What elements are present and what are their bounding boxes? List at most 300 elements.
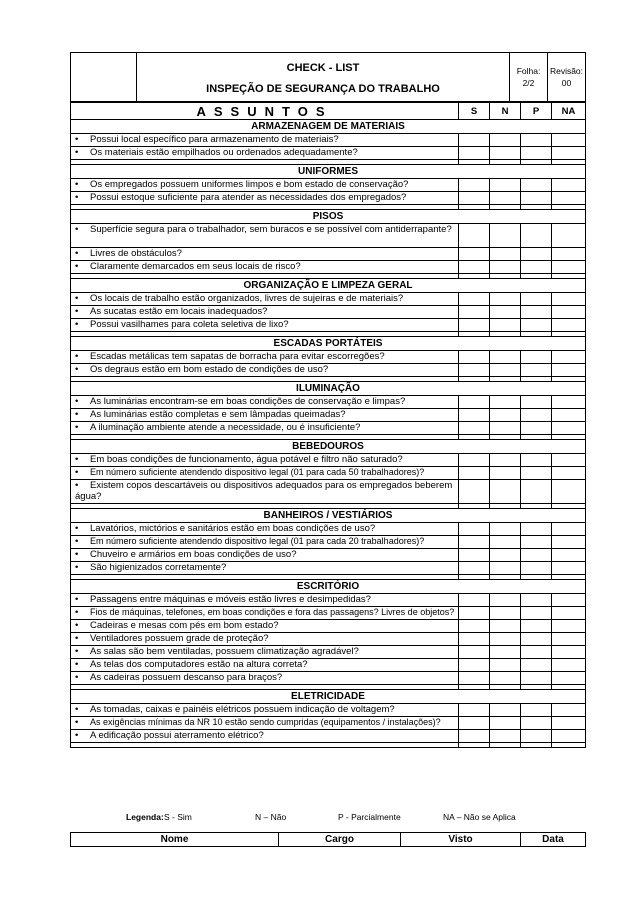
answer-cell-na[interactable]	[552, 549, 586, 562]
answer-cell-na[interactable]	[552, 409, 586, 422]
answer-cell-na[interactable]	[552, 607, 586, 620]
legend-n: N – Não	[255, 812, 287, 822]
item-text: As luminárias estão completas e sem lâmpadas queimadas?	[90, 409, 346, 420]
item-text: Escadas metálicas tem sapatas de borracha para evitar escorregões?	[90, 351, 385, 362]
checklist-item-row	[71, 261, 586, 274]
answer-cell-na[interactable]	[552, 306, 586, 319]
answer-cell-na[interactable]	[552, 179, 586, 192]
section-header	[71, 440, 586, 454]
legend-label: Legenda:	[126, 812, 164, 822]
answer-cell-na[interactable]	[552, 224, 586, 248]
item-text: Possui local específico para armazenamento de materiais?	[90, 134, 339, 145]
answer-cell-s[interactable]	[459, 147, 490, 160]
answer-cell-p[interactable]	[521, 454, 552, 467]
answer-cell-p[interactable]	[521, 704, 552, 717]
answer-cell-p[interactable]	[521, 730, 552, 743]
checklist-item-row	[71, 562, 586, 575]
answer-cell-na[interactable]	[552, 261, 586, 274]
answer-cell-n[interactable]	[490, 467, 521, 480]
item-question	[71, 607, 459, 620]
answer-cell-p[interactable]	[521, 351, 552, 364]
answer-cell-p[interactable]	[521, 717, 552, 730]
section-title: ELETRICIDADE	[71, 690, 586, 704]
item-text: As sucatas estão em locais inadequados?	[90, 306, 268, 317]
col-s-header: S	[459, 103, 490, 120]
bullet-icon: •	[75, 454, 79, 465]
answer-cell-n[interactable]	[490, 633, 521, 646]
bullet-icon: •	[75, 409, 79, 420]
answer-cell-p[interactable]	[521, 248, 552, 261]
checklist-item-row	[71, 467, 586, 480]
item-text: As telas dos computadores estão na altura correta?	[90, 659, 308, 670]
checklist-item-row	[71, 536, 586, 549]
answer-cell-n[interactable]	[490, 293, 521, 306]
legend-p: P - Parcialmente	[338, 812, 401, 822]
answer-cell-s[interactable]	[459, 467, 490, 480]
answer-cell-na[interactable]	[552, 594, 586, 607]
answer-cell-n[interactable]	[490, 396, 521, 409]
answer-cell-s[interactable]	[459, 134, 490, 147]
item-question	[71, 620, 459, 633]
answer-cell-n[interactable]	[490, 319, 521, 332]
answer-cell-p[interactable]	[521, 261, 552, 274]
spacer-answer-cell	[459, 743, 490, 748]
item-text: Possui estoque suficiente para atender as necessidades dos empregados?	[90, 192, 407, 203]
answer-cell-p[interactable]	[521, 594, 552, 607]
answer-cell-s[interactable]	[459, 523, 490, 536]
checklist-item-row	[71, 248, 586, 261]
answer-cell-na[interactable]	[552, 454, 586, 467]
bullet-icon: •	[75, 717, 79, 728]
section-spacer-row	[71, 743, 586, 748]
section-header	[71, 337, 586, 351]
spacer-cell	[71, 743, 459, 748]
answer-cell-na[interactable]	[552, 192, 586, 205]
item-question	[71, 319, 459, 332]
bullet-icon: •	[75, 730, 79, 741]
answer-cell-p[interactable]	[521, 192, 552, 205]
item-question	[71, 659, 459, 672]
answer-cell-n[interactable]	[490, 147, 521, 160]
item-question	[71, 306, 459, 319]
checklist-item-row	[71, 594, 586, 607]
col-na-header: NA	[552, 103, 586, 120]
item-text: Ventiladores possuem grade de proteção?	[90, 633, 269, 644]
answer-cell-n[interactable]	[490, 646, 521, 659]
answer-cell-s[interactable]	[459, 730, 490, 743]
item-question	[71, 594, 459, 607]
checklist-item-row	[71, 523, 586, 536]
item-text: Claramente demarcados em seus locais de risco?	[90, 261, 301, 272]
answer-cell-n[interactable]	[490, 480, 521, 504]
header-table	[70, 52, 586, 102]
answer-cell-na[interactable]	[552, 422, 586, 435]
item-question	[71, 134, 459, 147]
answer-cell-na[interactable]	[552, 704, 586, 717]
item-question	[71, 147, 459, 160]
checklist-item-row	[71, 134, 586, 147]
bullet-icon: •	[75, 633, 79, 644]
item-text: As cadeiras possuem descanso para braços?	[90, 672, 283, 683]
checklist-item-row	[71, 147, 586, 160]
folha-value: 2/2	[522, 78, 535, 88]
checklist-item-row	[71, 620, 586, 633]
answer-cell-s[interactable]	[459, 646, 490, 659]
folha-label: Folha:	[516, 66, 541, 76]
checklist-table	[70, 102, 586, 748]
answer-cell-na[interactable]	[552, 467, 586, 480]
answer-cell-n[interactable]	[490, 659, 521, 672]
bullet-icon: •	[75, 351, 79, 362]
item-question	[71, 248, 459, 261]
answer-cell-na[interactable]	[552, 620, 586, 633]
answer-cell-n[interactable]	[490, 704, 521, 717]
legend-s: S - Sim	[164, 812, 192, 822]
checklist-item-row	[71, 717, 586, 730]
checklist-item-row	[71, 454, 586, 467]
item-text: Os locais de trabalho estão organizados, livres de sujeiras e de materiais?	[90, 293, 404, 304]
item-text: Livres de obstáculos?	[90, 248, 182, 259]
revisao-cell	[548, 53, 586, 102]
answer-cell-p[interactable]	[521, 607, 552, 620]
bullet-icon: •	[75, 536, 79, 547]
answer-cell-s[interactable]	[459, 607, 490, 620]
answer-cell-s[interactable]	[459, 704, 490, 717]
checklist-item-row	[71, 224, 586, 248]
item-question	[71, 730, 459, 743]
answer-cell-n[interactable]	[490, 454, 521, 467]
checklist-item-row	[71, 549, 586, 562]
checklist-item-row	[71, 659, 586, 672]
answer-cell-s[interactable]	[459, 396, 490, 409]
item-text: Passagens entre máquinas e móveis estão livres e desimpedidas?	[90, 594, 371, 605]
assuntos-header: ASSUNTOS	[71, 103, 459, 120]
spacer-answer-cell	[490, 743, 521, 748]
item-text: Lavatórios, mictórios e sanitários estão em boas condições de uso?	[90, 523, 376, 534]
answer-cell-n[interactable]	[490, 351, 521, 364]
bullet-icon: •	[75, 306, 79, 317]
bullet-icon: •	[75, 480, 79, 491]
bullet-icon: •	[75, 620, 79, 631]
answer-cell-n[interactable]	[490, 607, 521, 620]
answer-cell-p[interactable]	[521, 467, 552, 480]
answer-cell-n[interactable]	[490, 562, 521, 575]
answer-cell-s[interactable]	[459, 351, 490, 364]
answer-cell-n[interactable]	[490, 523, 521, 536]
answer-cell-n[interactable]	[490, 536, 521, 549]
answer-cell-s[interactable]	[459, 306, 490, 319]
section-header	[71, 210, 586, 224]
answer-cell-p[interactable]	[521, 480, 552, 504]
checklist-item-row	[71, 351, 586, 364]
answer-cell-s[interactable]	[459, 549, 490, 562]
title-line2: INSPEÇÃO DE SEGURANÇA DO TRABALHO	[206, 83, 440, 95]
item-question	[71, 179, 459, 192]
item-question	[71, 192, 459, 205]
section-title: BEBEDOUROS	[71, 440, 586, 454]
section-title: ORGANIZAÇÃO E LIMPEZA GERAL	[71, 279, 586, 293]
checklist-item-row	[71, 192, 586, 205]
section-header	[71, 690, 586, 704]
bullet-icon: •	[75, 179, 79, 190]
answer-cell-s[interactable]	[459, 672, 490, 685]
section-header	[71, 509, 586, 523]
sign-data: Data	[521, 833, 586, 847]
checklist-item-row	[71, 422, 586, 435]
folha-cell	[510, 53, 548, 102]
section-title: ILUMINAÇÃO	[71, 382, 586, 396]
answer-cell-na[interactable]	[552, 562, 586, 575]
item-text: Cadeiras e mesas com pés em bom estado?	[90, 620, 279, 631]
answer-cell-na[interactable]	[552, 396, 586, 409]
answer-cell-p[interactable]	[521, 620, 552, 633]
bullet-icon: •	[75, 261, 79, 272]
item-question	[71, 351, 459, 364]
checklist-item-row	[71, 672, 586, 685]
answer-cell-p[interactable]	[521, 319, 552, 332]
answer-cell-s[interactable]	[459, 594, 490, 607]
answer-cell-p[interactable]	[521, 646, 552, 659]
bullet-icon: •	[75, 672, 79, 683]
checklist-item-row	[71, 364, 586, 377]
item-question	[71, 704, 459, 717]
item-question	[71, 672, 459, 685]
item-question	[71, 562, 459, 575]
answer-cell-p[interactable]	[521, 672, 552, 685]
section-title: ARMAZENAGEM DE MATERIAIS	[71, 120, 586, 134]
bullet-icon: •	[75, 422, 79, 433]
answer-cell-n[interactable]	[490, 224, 521, 248]
answer-cell-na[interactable]	[552, 480, 586, 504]
answer-cell-s[interactable]	[459, 480, 490, 504]
item-text: A iluminação ambiente atende a necessidade, ou é insuficiente?	[90, 422, 361, 433]
answer-cell-na[interactable]	[552, 319, 586, 332]
answer-cell-p[interactable]	[521, 536, 552, 549]
bullet-icon: •	[75, 549, 79, 560]
answer-cell-n[interactable]	[490, 620, 521, 633]
checklist-item-row	[71, 704, 586, 717]
answer-cell-s[interactable]	[459, 192, 490, 205]
item-question	[71, 454, 459, 467]
checklist-item-row	[71, 293, 586, 306]
sign-cargo: Cargo	[279, 833, 401, 847]
answer-cell-p[interactable]	[521, 523, 552, 536]
item-text: As salas são bem ventiladas, possuem climatização agradável?	[90, 646, 359, 657]
answer-cell-na[interactable]	[552, 646, 586, 659]
answer-cell-s[interactable]	[459, 536, 490, 549]
checklist-sheet	[70, 52, 586, 748]
section-header	[71, 279, 586, 293]
item-text: Os degraus estão em bom estado de condições de uso?	[90, 364, 329, 375]
title-line1: CHECK - LIST	[286, 62, 360, 74]
answer-cell-n[interactable]	[490, 179, 521, 192]
answer-cell-n[interactable]	[490, 730, 521, 743]
bullet-icon: •	[75, 523, 79, 534]
item-question	[71, 409, 459, 422]
answer-cell-na[interactable]	[552, 672, 586, 685]
answer-cell-na[interactable]	[552, 351, 586, 364]
checklist-item-row	[71, 730, 586, 743]
bullet-icon: •	[75, 364, 79, 375]
answer-cell-na[interactable]	[552, 147, 586, 160]
checklist-item-row	[71, 646, 586, 659]
answer-cell-s[interactable]	[459, 319, 490, 332]
answer-cell-na[interactable]	[552, 134, 586, 147]
answer-cell-n[interactable]	[490, 422, 521, 435]
answer-cell-p[interactable]	[521, 659, 552, 672]
answer-cell-n[interactable]	[490, 594, 521, 607]
section-title: PISOS	[71, 210, 586, 224]
section-title: ESCRITÓRIO	[71, 580, 586, 594]
item-text: São higienizados corretamente?	[90, 562, 227, 573]
checklist-item-row	[71, 607, 586, 620]
answer-cell-n[interactable]	[490, 261, 521, 274]
answer-cell-n[interactable]	[490, 248, 521, 261]
answer-cell-n[interactable]	[490, 717, 521, 730]
answer-cell-na[interactable]	[552, 730, 586, 743]
answer-cell-p[interactable]	[521, 562, 552, 575]
answer-cell-na[interactable]	[552, 523, 586, 536]
item-text: Os materiais estão empilhados ou ordenados adequadamente?	[90, 147, 358, 158]
bullet-icon: •	[75, 562, 79, 573]
signature-table	[70, 832, 586, 847]
answer-cell-na[interactable]	[552, 293, 586, 306]
answer-cell-na[interactable]	[552, 717, 586, 730]
col-n-header: N	[490, 103, 521, 120]
bullet-icon: •	[75, 192, 79, 203]
answer-cell-s[interactable]	[459, 261, 490, 274]
title-block	[137, 53, 510, 102]
item-question	[71, 633, 459, 646]
answer-cell-p[interactable]	[521, 224, 552, 248]
item-text: Em número suficiente atendendo dispositivo legal (01 para cada 50 trabalhadores)?	[90, 467, 425, 477]
answer-cell-n[interactable]	[490, 409, 521, 422]
section-title: UNIFORMES	[71, 165, 586, 179]
item-text: A edificação possui aterramento elétrico?	[90, 730, 264, 741]
answer-cell-n[interactable]	[490, 192, 521, 205]
answer-cell-s[interactable]	[459, 293, 490, 306]
checklist-item-row	[71, 396, 586, 409]
item-text: Existem copos descartáveis ou dispositivos adequados para os empregados beberem água?	[75, 480, 453, 502]
checklist-item-row	[71, 306, 586, 319]
item-text: Possui vasilhames para coleta seletiva de lixo?	[90, 319, 289, 330]
item-text: As luminárias encontram-se em boas condições de conservação e limpas?	[90, 396, 406, 407]
checklist-item-row	[71, 319, 586, 332]
answer-cell-s[interactable]	[459, 409, 490, 422]
checklist-item-row	[71, 480, 586, 504]
bullet-icon: •	[75, 704, 79, 715]
item-question	[71, 467, 459, 480]
bullet-icon: •	[75, 224, 79, 235]
answer-cell-na[interactable]	[552, 536, 586, 549]
answer-cell-na[interactable]	[552, 248, 586, 261]
checklist-item-row	[71, 409, 586, 422]
item-question	[71, 261, 459, 274]
bullet-icon: •	[75, 594, 79, 605]
answer-cell-n[interactable]	[490, 364, 521, 377]
answer-cell-s[interactable]	[459, 633, 490, 646]
answer-cell-n[interactable]	[490, 306, 521, 319]
bullet-icon: •	[75, 293, 79, 304]
sign-nome: Nome	[71, 833, 279, 847]
bullet-icon: •	[75, 607, 79, 618]
answer-cell-p[interactable]	[521, 293, 552, 306]
item-question	[71, 364, 459, 377]
sign-visto: Visto	[401, 833, 521, 847]
section-header	[71, 580, 586, 594]
answer-cell-s[interactable]	[459, 454, 490, 467]
bullet-icon: •	[75, 134, 79, 145]
item-question	[71, 480, 459, 504]
answer-cell-s[interactable]	[459, 620, 490, 633]
answer-cell-na[interactable]	[552, 633, 586, 646]
answer-cell-p[interactable]	[521, 549, 552, 562]
answer-cell-p[interactable]	[521, 134, 552, 147]
item-question	[71, 549, 459, 562]
item-text: As tomadas, caixas e painéis elétricos possuem indicação de voltagem?	[90, 704, 395, 715]
bullet-icon: •	[75, 659, 79, 670]
revisao-label: Revisão:	[549, 66, 584, 76]
answer-cell-p[interactable]	[521, 364, 552, 377]
answer-cell-p[interactable]	[521, 306, 552, 319]
columns-header-row	[71, 103, 586, 120]
item-text: As exigências mínimas da NR 10 estão sendo cumpridas (equipamentos / instalações)?	[90, 717, 441, 727]
answer-cell-p[interactable]	[521, 422, 552, 435]
answer-cell-p[interactable]	[521, 633, 552, 646]
item-question	[71, 422, 459, 435]
answer-cell-na[interactable]	[552, 364, 586, 377]
col-p-header: P	[521, 103, 552, 120]
answer-cell-n[interactable]	[490, 134, 521, 147]
item-text: Superfície segura para o trabalhador, sem buracos e se possível com antiderrapante?	[90, 224, 452, 235]
answer-cell-s[interactable]	[459, 717, 490, 730]
bullet-icon: •	[75, 646, 79, 657]
answer-cell-na[interactable]	[552, 659, 586, 672]
bullet-icon: •	[75, 147, 79, 158]
answer-cell-p[interactable]	[521, 396, 552, 409]
section-title: ESCADAS PORTÁTEIS	[71, 337, 586, 351]
item-text: Os empregados possuem uniformes limpos e bom estado de conservação?	[90, 179, 409, 190]
item-question	[71, 396, 459, 409]
item-text: Fios de máquinas, telefones, em boas condições e fora das passagens? Livres de objetos?	[90, 607, 455, 617]
answer-cell-s[interactable]	[459, 224, 490, 248]
answer-cell-p[interactable]	[521, 179, 552, 192]
answer-cell-s[interactable]	[459, 364, 490, 377]
item-question	[71, 717, 459, 730]
bullet-icon: •	[75, 396, 79, 407]
answer-cell-n[interactable]	[490, 549, 521, 562]
answer-cell-p[interactable]	[521, 147, 552, 160]
revisao-value: 00	[561, 78, 572, 88]
answer-cell-n[interactable]	[490, 672, 521, 685]
answer-cell-s[interactable]	[459, 562, 490, 575]
answer-cell-s[interactable]	[459, 179, 490, 192]
item-question	[71, 646, 459, 659]
bullet-icon: •	[75, 248, 79, 259]
legend-na: NA – Não se Aplica	[443, 812, 516, 822]
checklist-item-row	[71, 633, 586, 646]
section-title: BANHEIROS / VESTIÁRIOS	[71, 509, 586, 523]
item-text: Em número suficiente atendendo dispositivo legal (01 para cada 20 trabalhadores)?	[90, 536, 425, 546]
answer-cell-s[interactable]	[459, 659, 490, 672]
item-question	[71, 523, 459, 536]
logo-area	[71, 53, 137, 102]
answer-cell-s[interactable]	[459, 422, 490, 435]
answer-cell-s[interactable]	[459, 248, 490, 261]
checklist-item-row	[71, 179, 586, 192]
item-question	[71, 536, 459, 549]
answer-cell-p[interactable]	[521, 409, 552, 422]
